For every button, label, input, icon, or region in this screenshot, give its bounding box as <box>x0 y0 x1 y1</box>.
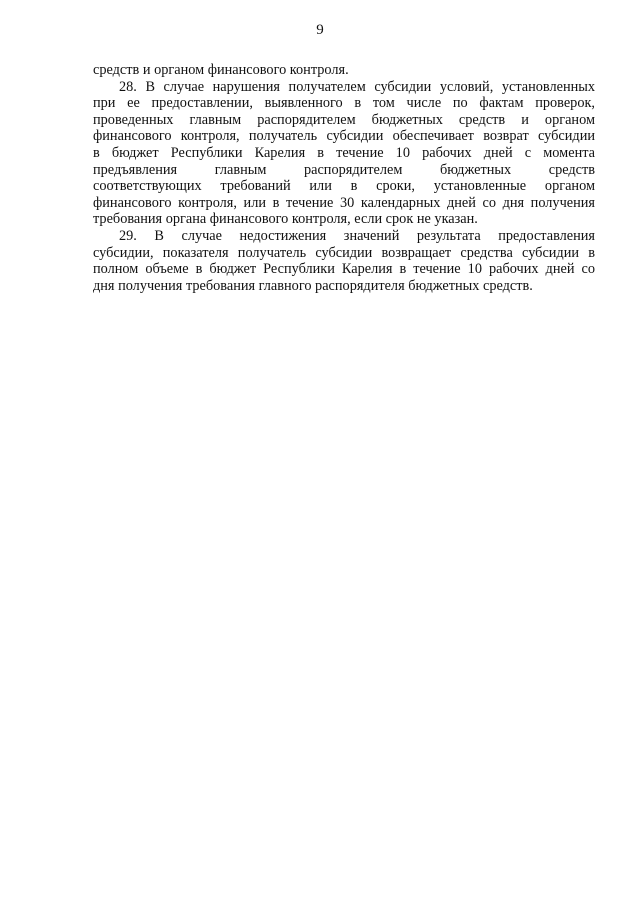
document-body <box>93 62 595 294</box>
paragraph-line: предъявления главным распорядителем бюджетных средств <box>93 161 595 178</box>
paragraph-line: в бюджет Республики Карелия в течение 10 рабочих дней с момента <box>93 144 595 161</box>
paragraph-line: дня получения требования главного распорядителя бюджетных средств. <box>93 277 533 294</box>
continuation-line: средств и органом финансового контроля. <box>93 62 349 78</box>
paragraph-line: финансового контроля, или в течение 30 календарных дней со дня получения <box>93 194 595 211</box>
paragraph-line: 29. В случае недостижения значений результата предоставления <box>119 227 595 244</box>
paragraph-line: при ее предоставлении, выявленного в том числе по фактам проверок, <box>93 95 595 112</box>
paragraph-line: субсидии, показателя получатель субсидии возвращает средства субсидии в <box>93 244 595 261</box>
paragraph-line: 28. В случае нарушения получателем субсидии условий, установленных <box>119 78 595 95</box>
paragraph-29 <box>93 228 595 294</box>
paragraph-line: финансового контроля, получатель субсидии обеспечивает возврат субсидии <box>93 128 595 145</box>
paragraph-28 <box>93 79 595 228</box>
paragraph-line: требования органа финансового контроля, если срок не указан. <box>93 211 478 228</box>
paragraph-line: соответствующих требований или в сроки, установленные органом <box>93 178 595 195</box>
page-number: 9 <box>316 22 324 38</box>
paragraph-line: проведенных главным распорядителем бюджетных средств и органом <box>93 111 595 128</box>
paragraph-line: полном объеме в бюджет Республики Карелия в течение 10 рабочих дней со <box>93 261 595 278</box>
